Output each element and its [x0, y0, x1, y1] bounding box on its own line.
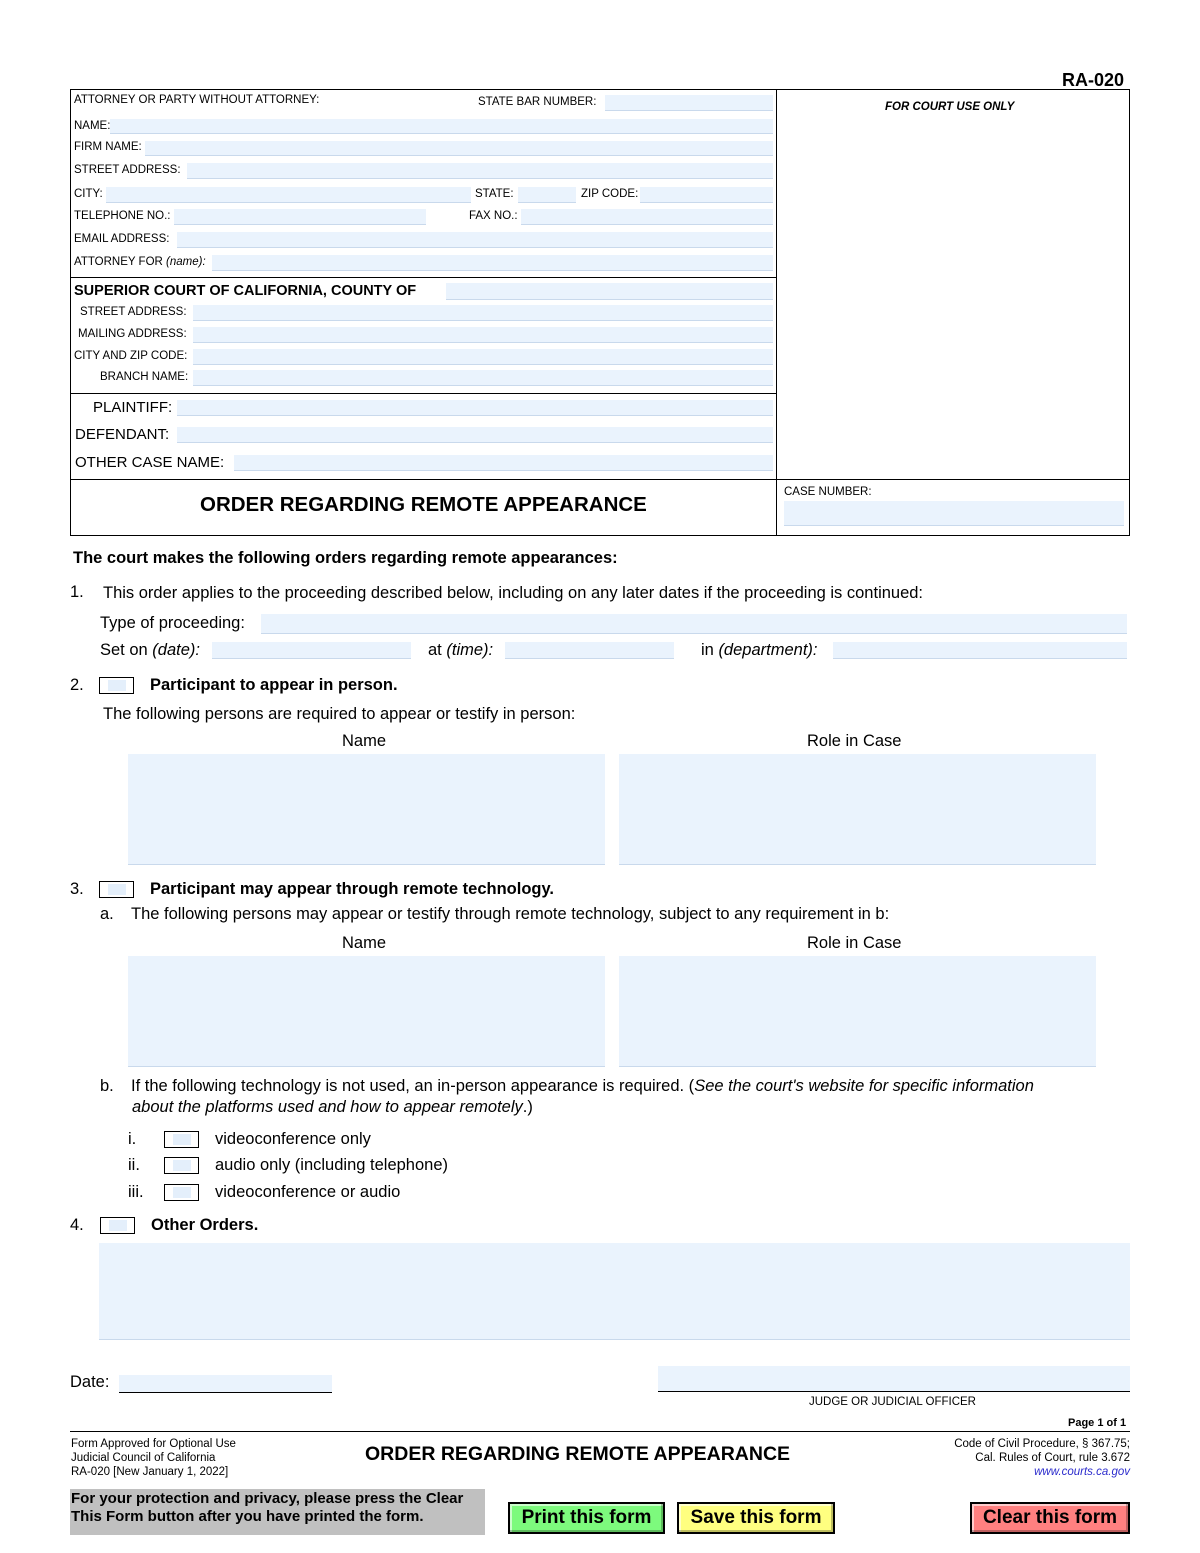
caption-divider: [776, 89, 777, 536]
attorney-header: ATTORNEY OR PARTY WITHOUT ATTORNEY:: [74, 94, 320, 106]
item3-title: Participant may appear through remote technology.: [150, 880, 555, 898]
attorney-for-field[interactable]: [212, 255, 773, 271]
video-or-audio-checkbox[interactable]: [164, 1184, 199, 1201]
city-label: CITY:: [74, 188, 103, 200]
item2-role-header: Role in Case: [807, 732, 902, 750]
footer-left-1: Form Approved for Optional Use: [71, 1438, 236, 1450]
footer-right-1: Code of Civil Procedure, § 367.75;: [954, 1438, 1130, 1450]
proceeding-type-field[interactable]: [261, 614, 1127, 634]
item3b-text-italic: See the court's website for specific information: [694, 1077, 1034, 1095]
clear-button[interactable]: Clear this form: [970, 1502, 1130, 1534]
county-field[interactable]: [446, 283, 773, 300]
name-field[interactable]: [110, 119, 773, 134]
judge-label: JUDGE OR JUDICIAL OFFICER: [809, 1396, 976, 1408]
attorney-for-label: [74, 256, 206, 268]
item3a-text: The following persons may appear or testify through remote technology, subject to any requirement in b:: [131, 905, 890, 923]
option-number: i.: [128, 1130, 137, 1148]
fax-label: FAX NO.:: [469, 210, 518, 222]
option-label: videoconference only: [215, 1130, 371, 1148]
department-label: [701, 641, 817, 660]
court-mailing-label: MAILING ADDRESS:: [78, 328, 187, 340]
set-on-prefix: Set on: [100, 641, 153, 659]
attorney-for-name: (name):: [166, 256, 206, 268]
defendant-label: DEFENDANT:: [75, 426, 170, 443]
street-label: STREET ADDRESS:: [74, 164, 181, 176]
item4-title: Other Orders.: [151, 1216, 259, 1234]
court-branch-label: BRANCH NAME:: [100, 371, 189, 383]
privacy-notice-line1: For your protection and privacy, please press the Clear: [71, 1490, 464, 1507]
item3b-text-italic2: about the platforms used and how to appear remotely: [132, 1098, 523, 1116]
defendant-field[interactable]: [177, 427, 773, 443]
item3-name-field[interactable]: [128, 956, 605, 1067]
item3b-text-line2: [132, 1098, 533, 1117]
form-code: RA-020: [1062, 70, 1125, 90]
item2-text: The following persons are required to appear or testify in person:: [103, 705, 576, 723]
street-field[interactable]: [187, 163, 773, 179]
footer-title: ORDER REGARDING REMOTE APPEARANCE: [365, 1443, 791, 1465]
case-number-field[interactable]: [784, 501, 1124, 526]
item2-number: 2.: [70, 676, 84, 694]
footer-rule: [70, 1431, 1130, 1432]
item2-checkbox[interactable]: [99, 677, 134, 694]
divider-line: [70, 277, 777, 278]
footer-left-2: Judicial Council of California: [71, 1452, 216, 1464]
fax-field[interactable]: [521, 209, 773, 225]
item1-text: This order applies to the proceeding described below, including on any later dates if the proceeding is continued:: [103, 584, 924, 602]
date-label: Date:: [70, 1373, 110, 1391]
email-label: EMAIL ADDRESS:: [74, 233, 170, 245]
signature-date-field[interactable]: [119, 1375, 332, 1393]
item2-name-header: Name: [342, 732, 387, 750]
videoconference-only-checkbox[interactable]: [164, 1131, 199, 1148]
item2-role-field[interactable]: [619, 754, 1096, 865]
city-field[interactable]: [106, 187, 471, 203]
privacy-notice-line2: This Form button after you have printed the form.: [71, 1508, 424, 1525]
department-field[interactable]: [833, 642, 1127, 659]
option-number: iii.: [128, 1183, 144, 1201]
date-field[interactable]: [212, 642, 411, 659]
set-on-date: (date):: [152, 641, 200, 659]
item3-checkbox[interactable]: [99, 881, 134, 898]
other-case-label: OTHER CASE NAME:: [75, 454, 225, 471]
privacy-notice: [70, 1489, 485, 1535]
plaintiff-field[interactable]: [177, 400, 773, 416]
item2-title: Participant to appear in person.: [150, 676, 398, 694]
set-on-label: [100, 641, 200, 660]
email-field[interactable]: [177, 232, 773, 248]
phone-field[interactable]: [174, 209, 426, 225]
other-case-field[interactable]: [234, 455, 773, 471]
time-label: [428, 641, 493, 660]
court-title: SUPERIOR COURT OF CALIFORNIA, COUNTY OF: [74, 283, 417, 299]
attorney-for-prefix: ATTORNEY FOR: [74, 256, 167, 268]
zip-field[interactable]: [640, 187, 773, 203]
time-prefix: at: [428, 641, 447, 659]
option-label: audio only (including telephone): [215, 1156, 448, 1174]
print-button[interactable]: Print this form: [508, 1502, 665, 1534]
item3b-text: [131, 1077, 1034, 1096]
save-button[interactable]: Save this form: [677, 1502, 835, 1534]
option-label: videoconference or audio: [215, 1183, 401, 1201]
court-city-field[interactable]: [193, 349, 773, 365]
proceeding-type-label: Type of proceeding:: [100, 614, 245, 632]
time-word: (time):: [446, 641, 494, 659]
item3b-label: b.: [100, 1077, 114, 1095]
department-prefix: in: [701, 641, 719, 659]
intro-text: The court makes the following orders regarding remote appearances:: [73, 549, 618, 567]
state-bar-label: STATE BAR NUMBER:: [478, 96, 597, 108]
court-use-label: FOR COURT USE ONLY: [885, 101, 1015, 113]
footer-right-2: Cal. Rules of Court, rule 3.672: [975, 1452, 1130, 1464]
plaintiff-label: PLAINTIFF:: [93, 399, 173, 416]
item1-number: 1.: [70, 583, 84, 601]
court-city-label: CITY AND ZIP CODE:: [74, 350, 188, 362]
form-title: ORDER REGARDING REMOTE APPEARANCE: [200, 493, 647, 516]
divider-line: [70, 479, 1130, 480]
item4-number: 4.: [70, 1216, 84, 1234]
item2-name-field[interactable]: [128, 754, 605, 865]
audio-only-checkbox[interactable]: [164, 1157, 199, 1174]
divider-line: [70, 393, 777, 394]
court-branch-field[interactable]: [193, 370, 773, 386]
court-street-label: STREET ADDRESS:: [80, 306, 187, 318]
item3a-label: a.: [100, 905, 114, 923]
other-orders-field[interactable]: [99, 1243, 1130, 1340]
courts-website-link[interactable]: www.courts.ca.gov: [1034, 1466, 1130, 1478]
firm-label: FIRM NAME:: [74, 141, 142, 153]
name-label: NAME:: [74, 120, 111, 132]
time-field[interactable]: [505, 642, 674, 659]
item3b-text-end: .): [522, 1098, 533, 1116]
phone-label: TELEPHONE NO.:: [74, 210, 171, 222]
option-number: ii.: [128, 1156, 140, 1174]
firm-field[interactable]: [145, 141, 773, 156]
state-label: STATE:: [475, 188, 514, 200]
item4-checkbox[interactable]: [100, 1217, 135, 1234]
zip-label: ZIP CODE:: [581, 188, 639, 200]
footer-left-3: RA-020 [New January 1, 2022]: [71, 1466, 229, 1478]
page-label: Page 1 of 1: [1068, 1417, 1127, 1429]
item3-number: 3.: [70, 880, 84, 898]
item3-role-field[interactable]: [619, 956, 1096, 1067]
court-mailing-field[interactable]: [193, 327, 773, 343]
department-word: (department):: [718, 641, 818, 659]
judge-field[interactable]: [658, 1366, 1130, 1392]
case-number-label: CASE NUMBER:: [784, 486, 872, 498]
court-street-field[interactable]: [193, 305, 773, 321]
state-bar-field[interactable]: [605, 95, 773, 111]
item3-name-header: Name: [342, 934, 387, 952]
item3b-text-main: If the following technology is not used, an in-person appearance is required. (: [131, 1077, 695, 1095]
item3-role-header: Role in Case: [807, 934, 902, 952]
state-field[interactable]: [518, 187, 576, 203]
